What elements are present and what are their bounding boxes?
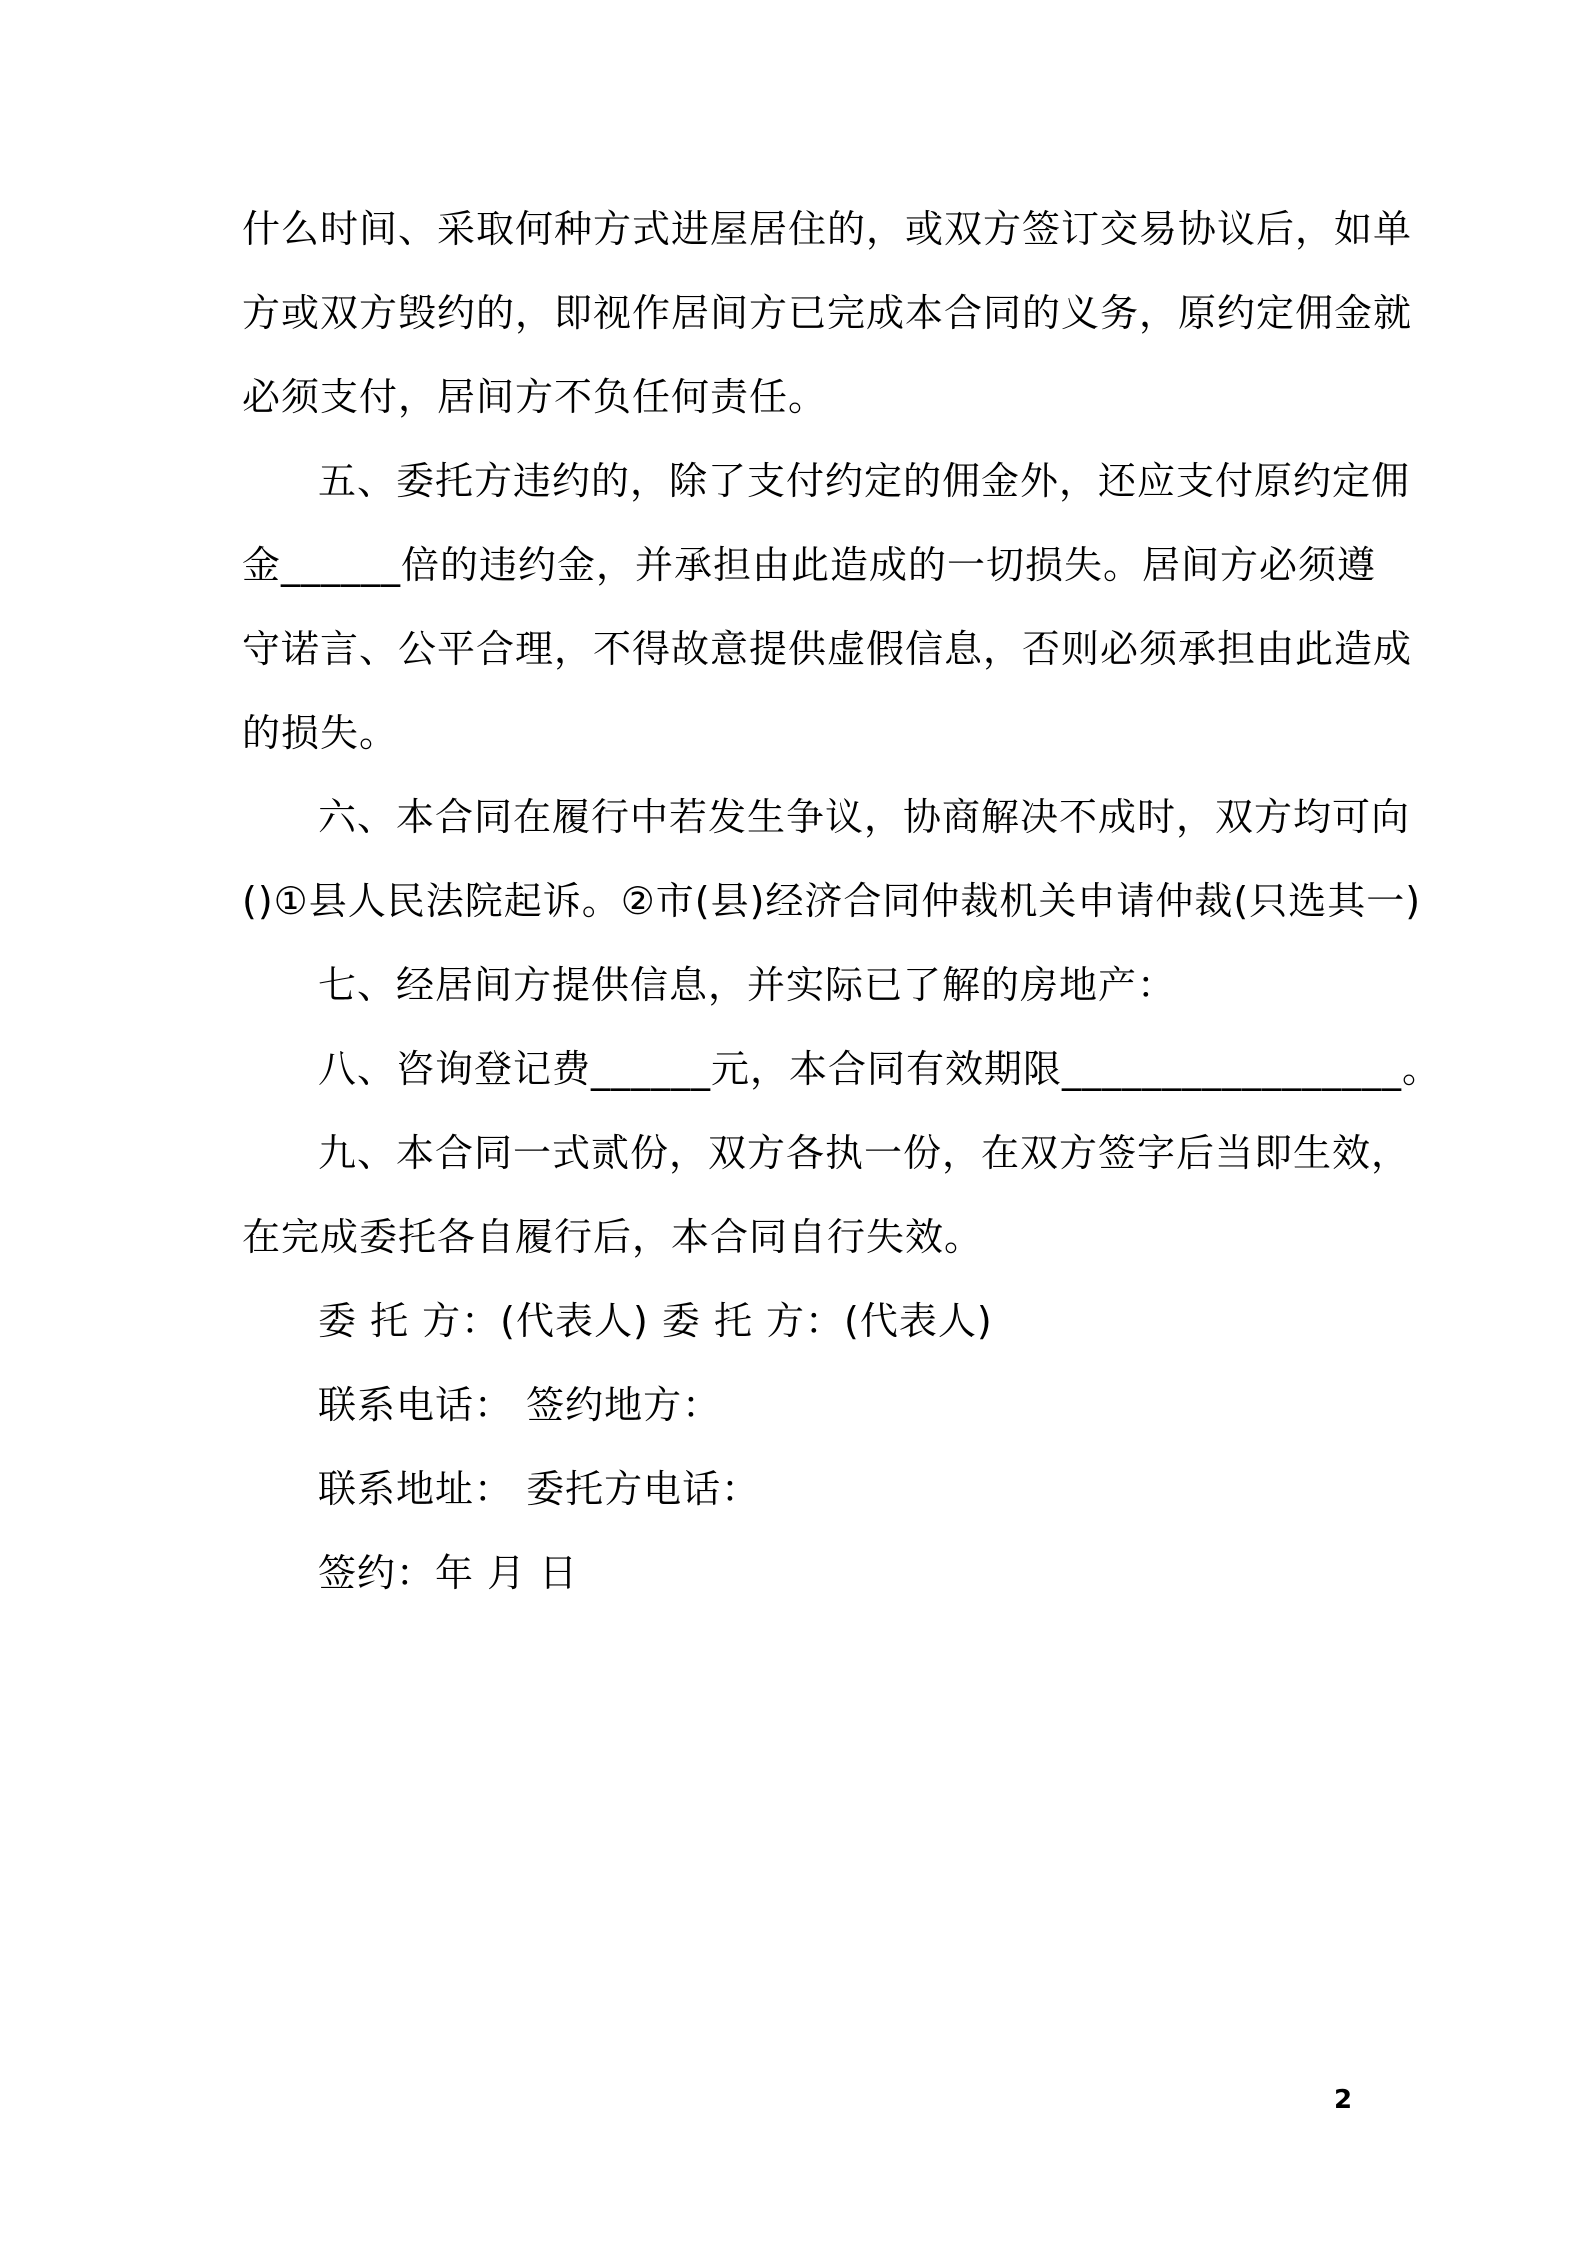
clause-six-line-2: ()①县人民法院起诉。②市(县)经济合同仲裁机关申请仲裁(只选其一) [242,879,1422,923]
clause-five-line-1: 五、委托方违约的，除了支付约定的佣金外，还应支付原约定佣 [318,459,1411,503]
clause-five-line-2: 金______倍的违约金，并承担由此造成的一切损失。居间方必须遵 [242,543,1377,587]
clause-five-line-4: 的损失。 [242,711,399,755]
contact-phone-line: 联系电话： 签约地方： [318,1383,722,1427]
clause-seven: 七、经居间方提供信息，并实际已了解的房地产： [318,963,1177,1007]
text-line-1: 什么时间、采取何种方式进屋居住的，或双方签订交易协议后，如单 [242,207,1413,251]
text-line-3: 必须支付，居间方不负任何责任。 [242,375,828,419]
clause-nine-line-2: 在完成委托各自履行后，本合同自行失效。 [242,1215,984,1259]
clause-six-line-1: 六、本合同在履行中若发生争议，协商解决不成时，双方均可向 [318,795,1411,839]
signing-date-line: 签约：年 月 日 [318,1551,579,1595]
page-number: 2 [1334,2085,1353,2115]
text-line-2: 方或双方毁约的，即视作居间方已完成本合同的义务，原约定佣金就 [242,291,1413,335]
signature-parties: 委 托 方：(代表人) 委 托 方：(代表人) [318,1299,993,1343]
contact-address-line: 联系地址： 委托方电话： [318,1467,761,1511]
clause-nine-line-1: 九、本合同一式贰份，双方各执一份，在双方签字后当即生效， [318,1131,1411,1175]
clause-five-line-3: 守诺言、公平合理，不得故意提供虚假信息，否则必须承担由此造成 [242,627,1413,671]
clause-eight: 八、咨询登记费______元，本合同有效期限_________________。 [318,1047,1442,1091]
